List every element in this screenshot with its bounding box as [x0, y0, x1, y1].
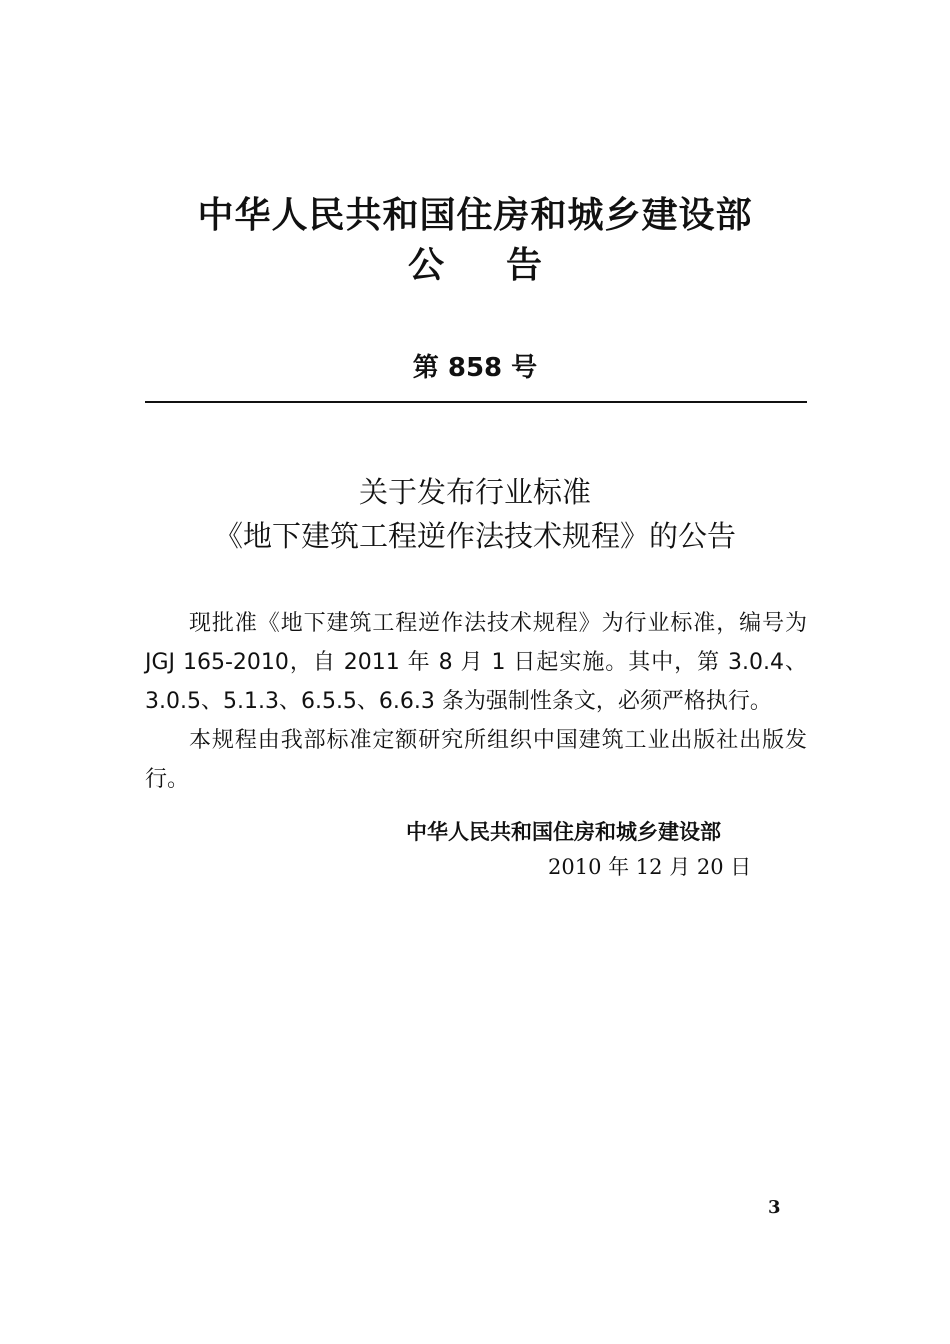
page-number: 3 [768, 1197, 781, 1218]
subject-line-2: 《地下建筑工程逆作法技术规程》的公告 [213, 519, 736, 553]
subject-line-1: 关于发布行业标准 [358, 475, 591, 509]
body-paragraph-2: 本规程由我部标准定额研究所组织中国建筑工业出版社出版发行。 [145, 728, 807, 792]
ministry-title: 中华人民共和国住房和城乡建设部 [197, 195, 753, 236]
signature-date: 2010 年 12 月 20 日 [548, 855, 752, 879]
signature-organization: 中华人民共和国住房和城乡建设部 [406, 820, 721, 844]
notice-body [145, 604, 807, 799]
notice-number: 第 858 号 [412, 353, 538, 383]
horizontal-rule [145, 401, 807, 403]
body-paragraph-1: 现批准《地下建筑工程逆作法技术规程》为行业标准，编号为 JGJ 165-2010，自 2011 年 8 月 1 日起实施。其中，第 3.0.4、3.0.5、5.1.3、6.5.5、6.6.3 条为强制性条文，必须严格执行。 [145, 611, 807, 714]
notice-heading: 公告 [407, 245, 604, 286]
